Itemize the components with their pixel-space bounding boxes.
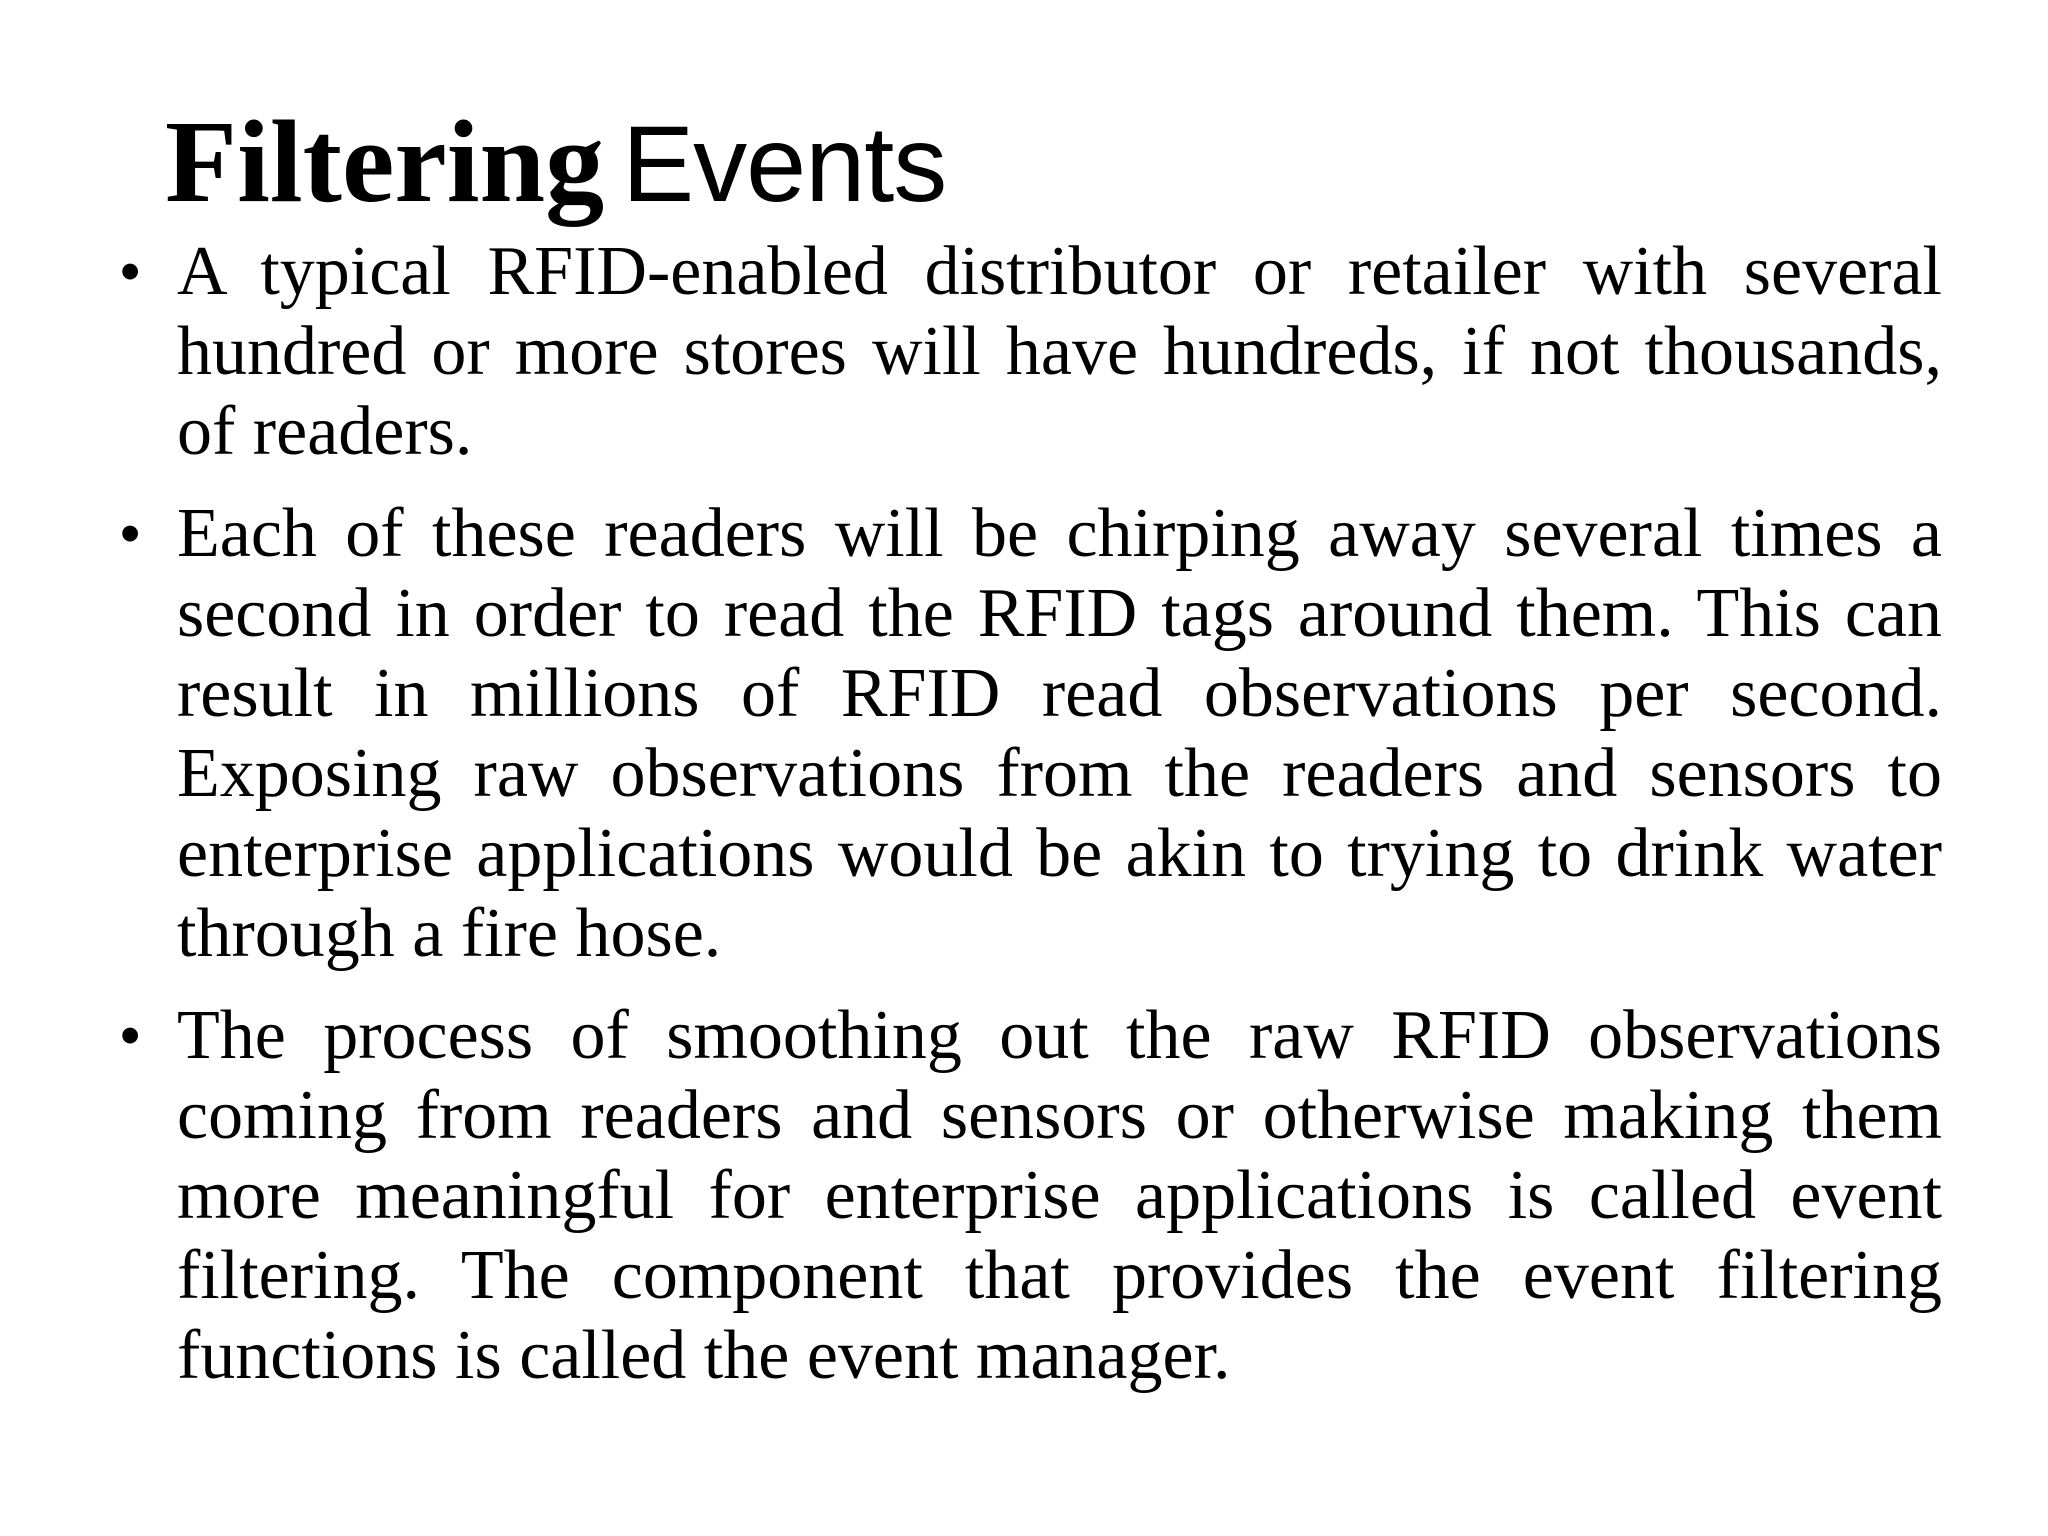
bullet-icon: • <box>120 239 141 304</box>
title-word-filtering: Filtering <box>165 96 605 227</box>
bullet-icon: • <box>120 501 141 566</box>
bullet-list <box>120 232 1942 1418</box>
bullet-text: A typical RFID-enabled distributor or retailer with several hundred or more stores will have hundreds, if not thousands, of readers. <box>177 233 1942 470</box>
bullet-icon: • <box>120 1003 141 1068</box>
bullet-item <box>120 494 1942 974</box>
bullet-text: Each of these readers will be chirping away several times a second in order to read the RFID tags around them. This can result in millions of RFID read observations per second. Exposing raw observations from the readers and sensors to enterprise applications would be akin to trying to drink water through a fire hose. <box>177 495 1942 972</box>
bullet-item <box>120 232 1942 472</box>
bullet-text: The process of smoothing out the raw RFID observations coming from readers and sensors or otherwise making them more meaningful for enterprise applications is called event filtering. The component that provides the event filtering functions is called the event manager. <box>177 997 1942 1394</box>
title-word-events: Events <box>622 103 947 224</box>
bullet-item <box>120 996 1942 1396</box>
slide-title <box>165 92 946 234</box>
